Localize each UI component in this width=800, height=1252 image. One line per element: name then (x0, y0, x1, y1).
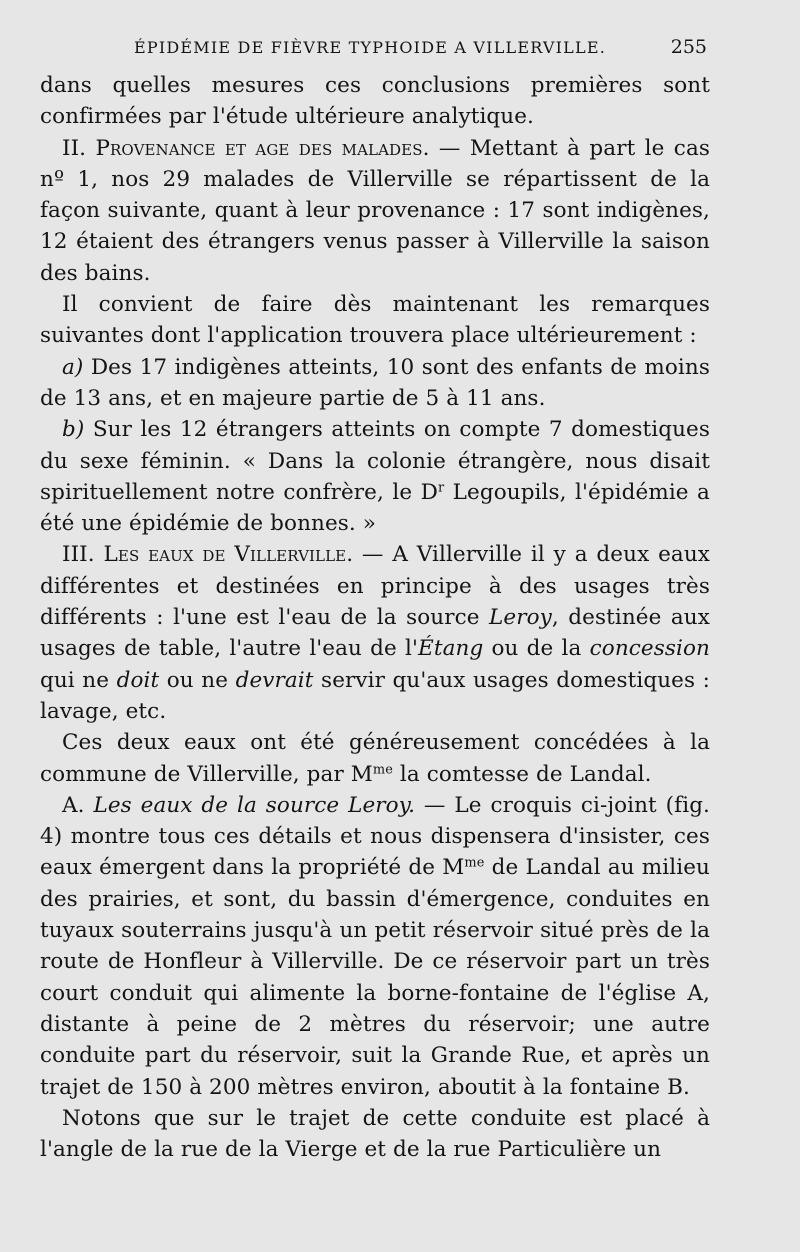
paragraph-6 (40, 539, 710, 727)
text-run: ou de la (483, 636, 590, 662)
italic-term: concession (589, 636, 710, 662)
paragraph-2-text: — Mettant à part le cas nº 1, nos 29 malades de Villerville se répartissent de la façon suivante, quant à leur provenance : 17 sont indigènes, 12 étaient des étrangers venus passer à Villerville la saison des bains. (40, 135, 710, 286)
paragraph-2 (40, 133, 710, 289)
paragraph-1: dans quelles mesures ces conclusions premières sont confirmées par l'étude ultérieure analytique. (40, 73, 710, 130)
text-run: , destinée aux usages de table, l'autre l'eau de l' (40, 605, 710, 662)
list-marker: b) (62, 417, 85, 443)
paragraph-3: Il convient de faire dès maintenant les remarques suivantes dont l'application trouvera place ultérieurement : (40, 292, 710, 349)
text-run: qui ne (40, 667, 117, 693)
running-title: ÉPIDÉMIE DE FIÈVRE TYPHOIDE A VILLERVILLE. (134, 38, 607, 57)
text-run: — Le croquis ci-joint (fig. 4) montre tous ces détails et nous dispensera d'insister, ces eaux émergent dans la propriété de M (40, 792, 710, 881)
paragraph-9: Notons que sur le trajet de cette conduite est placé à l'angle de la rue de la Vierge et de la rue Particulière un (40, 1105, 710, 1163)
paragraph-5 (40, 414, 710, 539)
text-run: Ces deux eaux ont été généreusement concédées à la commune de Villerville, par M (40, 730, 710, 787)
running-header (134, 36, 707, 60)
paragraph-4-text: Des 17 indigènes atteints, 10 sont des enfants de moins de 13 ans, et en majeure partie de 5 à 11 ans. (40, 354, 710, 411)
section-number: II. (62, 135, 96, 161)
text-run: ou ne (159, 667, 236, 693)
page-number: 255 (670, 36, 707, 58)
paragraph-5-text-end: Legoupils, l'épidémie a été une épidémie de bonnes. » (40, 479, 710, 537)
body-text (40, 70, 710, 1165)
paragraph-8 (40, 790, 710, 1103)
paragraph-7 (40, 727, 710, 790)
section-heading: Les eaux de Villerville. (103, 542, 354, 568)
text-run: — A Villerville il y a deux eaux différentes et destinées en principe à des usages très différents : l'une est l'eau de la source (40, 542, 711, 631)
text-run: servir qu'aux usages domestiques : lavage, etc. (40, 667, 710, 724)
section-number: III. (62, 542, 104, 568)
superscript: r (437, 480, 445, 496)
section-heading: Provenance et age des malades. (95, 135, 430, 161)
subsection-heading: Les eaux de la source Leroy. (93, 792, 416, 818)
paragraph-5-text: Sur les 12 étrangers atteints on compte 7 domestiques du sexe féminin. « Dans la colonie étrangère, nous disait spirituellement notre confrère, le D (40, 417, 710, 505)
text-run: de Landal au milieu des prairies, et sont, du bassin d'émergence, conduites en tuyaux souterrains jusqu'à un petit réservoir situé près de la route de Honfleur à Villerville. De ce réservoir part un très court conduit qui alimente la borne-fontaine de l'église A, distante à peine de 2 mètres du réservoir; une autre conduite part du réservoir, suit la Grande Rue, et après un trajet de 150 à 200 mètres environ, aboutit à la fontaine B. (40, 855, 710, 1100)
text-run: la comtesse de Landal. (392, 761, 652, 787)
superscript: me (372, 761, 393, 777)
superscript: me (464, 855, 485, 871)
list-marker: a) (62, 354, 84, 380)
italic-term: Leroy (489, 605, 552, 631)
italic-term: Étang (418, 636, 484, 662)
paragraph-4 (40, 352, 710, 415)
italic-term: devrait (235, 667, 314, 693)
italic-term: doit (116, 667, 160, 693)
subsection-letter: A. (62, 792, 94, 818)
